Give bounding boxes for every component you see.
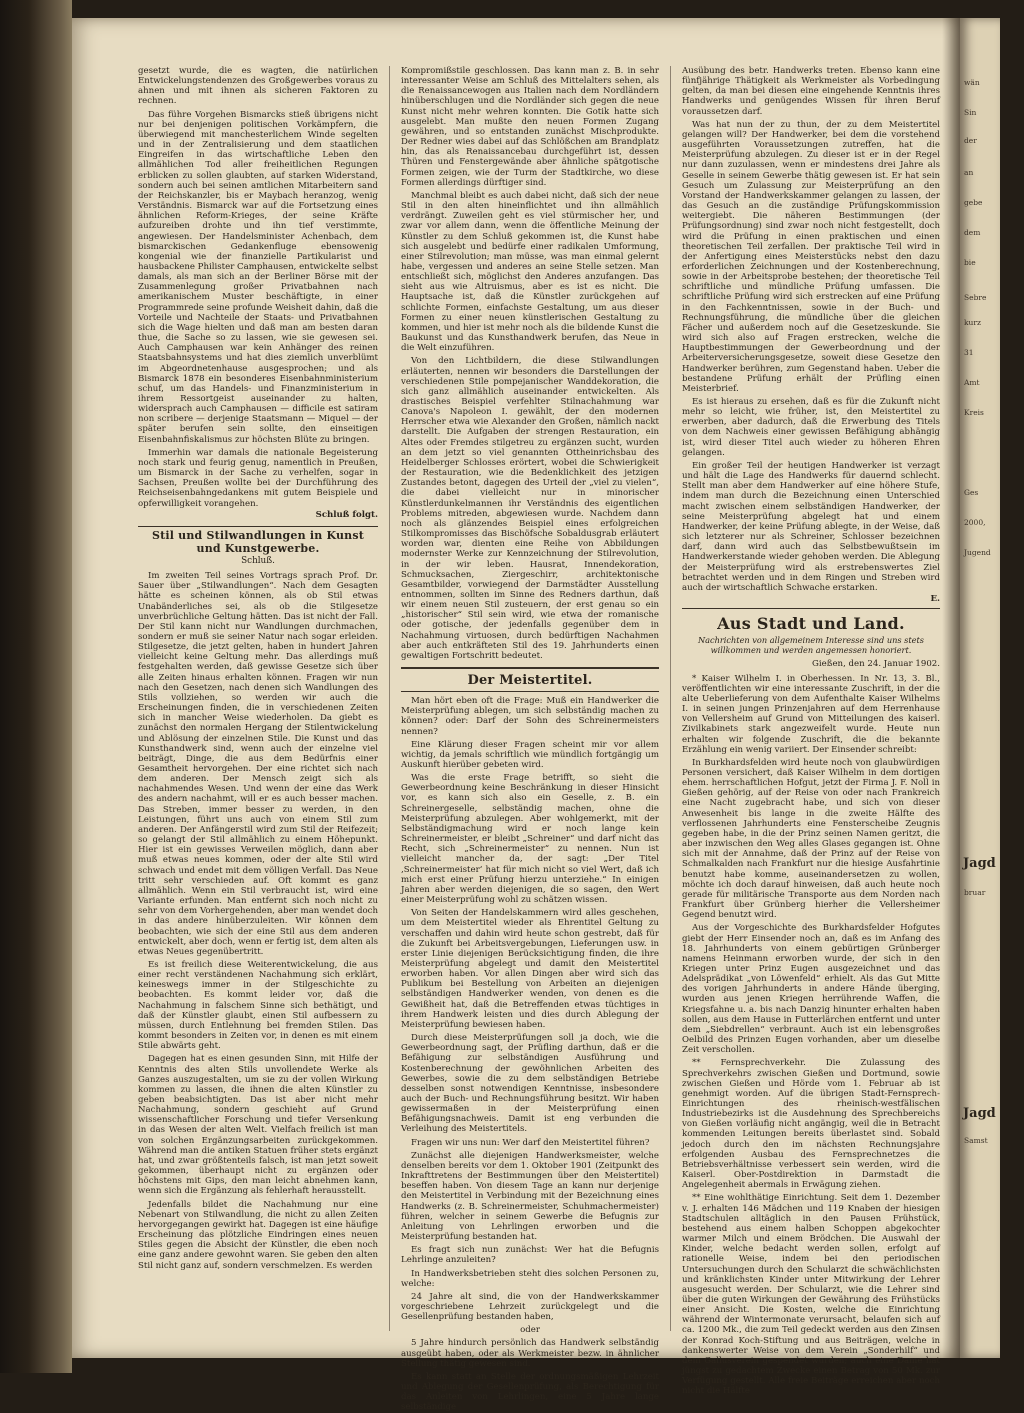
paragraph: In Burkhardsfelden wird heute noch von glaubwürdigen Personen versichert, daß Kaiser Wilhelm in dem dortigen ehem. herrschaftlichen Hofgut, jetzt der Firma J. F. Noll in Gießen gehörig, auf der Reise von oder nach Frankreich eine Nacht zugebracht habe, und sich von dieser Anwesenheit bis lange in die zweite Hälfte des verflossenen Jahrhunderts eine Fensterscheibe Zeugnis gegeben habe, in die der Prinz seinen Namen geritzt, die aber inzwischen den Weg alles Glases gegangen ist. Ohne sich mit der Annahme, daß der Prinz auf der Reise von Schmalkalden nach Frankfurt nur die hiesige Ausfahrtinie benutzt habe komme, auseinandersetzen zu wollen, möchte ich doch darauf hinweisen, daß auch heute noch gerade für militärische Transporte aus dem Norden nach Frankfurt über Grünberg hierher die Vellersheimer Gegend benutzt wird. (682, 757, 940, 921)
fragment: bie (964, 258, 976, 267)
column-2 (401, 66, 659, 1413)
fragment: Jugend (964, 548, 991, 557)
newspaper-page (72, 18, 960, 1413)
paragraph: Manchmal bleibt es auch dabei nicht, daß sich der neue Stil in den alten hineinflichtet und ihn allmählich verdrängt. Zuweilen geht es viel stürmischer her, und zwar vor allem dann, wenn die öffentliche Meinung der Künstler zu dem Schluß gekommen ist, die Kunst habe sich ausgelebt und bedürfe einer radikalen Umformung, einer Stilrevolution; man müsse, was man einmal gelernt habe, vergessen und anderes an seine Stelle setzen. Man entschließt sich, möglichst den Anderes anzufangen. Das sieht aus wie Altruismus, aber es ist es nicht. Die Hauptsache ist, daß die Künstler zurückgehen auf schlichte Formen, einfachste Gestaltung, um aus dieser Formen zu einer neuen künstlerischen Gestaltung zu kommen, und hier ist mehr noch als die bildende Kunst die Baukunst und das Kunsthandwerk berufen, das Neue in die Welt einzuführen. (401, 190, 659, 354)
paragraph: Man hört eben oft die Frage: Muß ein Handwerker die Meisterprüfung ablegen, um sich selbständig machen zu können? oder: Darf der Sohn des Schreinermeisters nennen? (401, 696, 659, 737)
continuation-note: Schluß folgt. (315, 509, 378, 520)
paragraph: Eine Klärung dieser Fragen scheint mir vor allem wichtig, da jemals schriftlich wie mündlich fortgängig um Auskunft hierüber gebeten wird. (401, 739, 659, 770)
fragment: Sebre (964, 293, 987, 302)
paragraph: Fragen wir uns nun: Wer darf den Meistertitel führen? (411, 1137, 650, 1148)
heading-box (401, 667, 659, 692)
paragraph: Ausübung des betr. Handwerks treten. Ebenso kann eine fünfjährige Thätigkeit als Werkmeister als Vorbedingung gelten, da man bei diesen eine eingehende Kenntnis ihres Handwerks und genügendes Wissen für ihren Beruf voraussetzen darf. (682, 66, 940, 117)
paragraph: oder (520, 1325, 540, 1336)
fragment: gebe (964, 198, 983, 207)
column-1 (138, 66, 378, 1336)
article-heading-meistertitel: Der Meistertitel. (467, 673, 593, 689)
article-subheading: Schluß. (241, 555, 275, 566)
paragraph: Durch diese Meisterprüfungen soll ja doch, wie die Gewerbeordnung sagt, der Prüfling darthun, daß er die Befähigung zur selbständigen Ausführung und Kostenberechnung der gewöhnlichen Arbeiten des Gewerbes, sowie die zu dem selbständigen Betriebe desselben sonst notwendigen Kenntnisse, insbesondere auch der Buch- und Rechnungsführung besitzt. Wir haben gewissermaßen in der Meisterprüfung einen Befähigungsnachweis. Damit ist eng verbunden die Verleihung des Meistertitels. (401, 1033, 659, 1135)
column-rule (670, 66, 671, 1331)
page-gutter-shadow (942, 18, 960, 1358)
fragment: Amt (964, 378, 980, 387)
paragraph: Was die erste Frage betrifft, so sieht die Gewerbeordnung keine Beschränkung in dieser Hinsicht vor, es kann sich also ein Geselle, z. B. ein Schreinergeselle, selbständig machen, ohne die Meisterprüfung abzulegen. Aber wohlgemerkt, mit der Selbständigmachung wird er noch lange kein Schreinermeister, er bleibt „Schreiner“ und darf nicht das Recht, sich „Schreinermeister“ zu nennen. Nun ist vielleicht mancher da, der sagt: „Der Titel ‚Schreinermeister‘ hat für mich nicht so viel Wert, daß ich mich erst einer Prüfung hierzu unterziehe.“ In einigen Jahren aber werden diejenigen, die so sagen, den Wert einer Meisterprüfung wohl zu schätzen wissen. (401, 773, 659, 906)
section-divider (138, 526, 378, 527)
paragraph: Es fragt sich nun zunächst: Wer hat die Befugnis Lehrlinge anzuleiten? (401, 1245, 659, 1266)
paragraph: Es kann statt an Stelle der ordnungsmäßigen Lehrzeit und Ablegung der Gesellenprüfung, als Berechtigung für das Anleiten von Lehrlingen, eine 5 Jahre lange selbständige (401, 1371, 659, 1413)
fragment: wän (964, 78, 980, 87)
fragment: dem (964, 228, 981, 237)
paragraph: * Kaiser Wilhelm I. in Oberhessen. In Nr. 13, 3. Bl., veröffentlichten wir eine interessante Zuschrift, in der die alte Ueberlieferung von dem Aufenthalte Kaiser Wilhelms I. in seinen jungen Prinzenjahren auf dem Herrenhause von Vellersheim auf Grund von Mitteilungen des kaiserl. Zivilkabinets stark angezweifelt wurde. Heute nun erhalten wir folgende Zuschrift, die die bekannte Erzählung ein wenig variiert. Der Einsender schreibt: (682, 673, 940, 755)
fragment: bruar (964, 888, 986, 897)
fragment: an (964, 168, 974, 177)
paragraph: Was hat nun der zu thun, der zu dem Meistertitel gelangen will? Der Handwerker, bei dem die vorstehend ausgeführten Voraussetzungen zutreffen, hat die Meisterprüfung abzulegen. Zu dieser ist er in der Regel nur dann zuzulassen, wenn er mindestens drei Jahre als Geselle in seinem Gewerbe thätig gewesen ist. Er hat sein Gesuch um Zulassung zur Meisterprüfung an den Vorstand der Handwerkskammer gelangen zu lassen, der das Gesuch an die zuständige Prüfungskommission weitergiebt. Die näheren Bestimmungen (der Prüfungsordnung) sind zwar noch nicht festgestellt, doch wird die Prüfung in einen praktischen und einen theoretischen Teil zerfallen. Der praktische Teil wird in der Anfertigung eines Meisterstücks nebst den dazu erforderlichen Zeichnungen und der Kostenberechnung, sowie in der Arbeitsprobe bestehen; der theoretische Teil schriftliche und mündliche Prüfung umfassen. Die schriftliche Prüfung wird sich erstrecken auf eine Prüfung in den Fachkenntnissen, sowie in der Buch- und Rechnungsführung, die mündliche über die gleichen Fächer und außerdem noch auf die Gesetzeskunde. Sie wird sich also auf Fragen erstrecken, welche die Hauptbestimmungen der Gewerbeordnung und der Arbeiterversicherungsgesetze, soweit diese Gesetze den Handwerker berühren, zum Gegenstand haben. Ueber die bestandene Prüfung erhält der Prüfling einen Meisterbrief. (682, 119, 940, 394)
paragraph: Aus der Vorgeschichte des Burkhardsfelder Hofgutes giebt der Herr Einsender noch an, daß es im Anfang des 18. Jahrhunderts von einem gebürtigen Grünberger namens Heinmann erworben wurde, der sich in den Kriegen unter Prinz Eugen ausgezeichnet und das Adelsprädikat „von Löwenfeld“ erhielt. Als das Gut Mitte des vorigen Jahrhunderts in andere Hände überging, wurden aus jenen Kriegen herrührende Waffen, die Kriegsfahne u. a. bis nach Danzig hinunter erhalten haben sollen, aus dem Hause in Futterlärchen entfernt und unter dem „Siebdrellen“ verbraunt. Auch ist ein lebensgroßes Oelbild des Prinzen Eugen vorhanden, aber um dieselbe Zeit verschollen. (682, 923, 940, 1056)
section-divider (682, 608, 940, 609)
paragraph: Im zweiten Teil seines Vortrags sprach Prof. Dr. Sauer über „Stilwandlungen“. Nach dem Gesagten hätte es scheinen können, als ob Stil etwas Unabänderliches sei, als ob die Stilgesetze unverbrüchliche Geltung hätten. Das ist nicht der Fall. Der Stil kann nicht nur Wandlungen durchmachen, sondern er muß sie seiner Natur nach sogar erleiden. Stilgesetze, die jetzt gelten, haben in hundert Jahren vielleicht keine Geltung mehr. Das allerdings muß festgehalten werden, daß gewisse Gesetze sich über alle Zeiten hinaus erhalten können. Fragen wir nun nach den Gesetzen, nach denen sich Wandlungen des Stils vollziehen, so werden wir auch die Erscheinungen finden, die in verschiedenen Zeiten sich in mancher Weise wiederholen. Da giebt es zunächst den normalen Hergang der Stilentwickelung und Ablösung der einzelnen Stile. Die Kunst und das Kunsthandwerk sind, wenn auch der einzelne viel beiträgt, Dinge, die aus dem Bedürfnis einer Gesamtheit hervorgehen. Der eine richtet sich nach dem anderen. Der Mensch zeigt sich als nachahmendes Wesen. Und wenn der eine das Werk des andern nachahmt, will er es auch besser machen. Das Streben, immer besser zu werden, in den Leistungen, führt uns auch von einem Stil zum anderen. Der Anfängerstil wird zum Stil der Reifezeit; so gelangt der Stil allmählich zu einem Höhepunkt. Hier ist ein gewisses Verweilen möglich, dann aber muß etwas neues kommen, oder der alte Stil wird schwach und endet mit dem völligen Verfall. Das Neue tritt sehr verschieden auf. Oft kommt es ganz allmählich. Wenn ein Stil verbraucht ist, wird eine Variante erfunden. Man entfernt sich noch nicht zu sehr von dem Vorhergehenden, aber man wendet doch in das andere hinüberzuleiten. Wir können dem beobachten, wie sich der eine Stil aus dem anderen entwickelt, aber doch, wenn er fertig ist, dem alten als etwas Neues gegenübertritt. (138, 571, 378, 957)
dateline: Gießen, den 24. Januar 1902. (812, 659, 940, 670)
section-note: Nachrichten von allgemeinem Interesse sind uns stets willkommen und werden angemessen honoriert. (697, 635, 925, 656)
paragraph: Immerhin war damals die nationale Begeisterung noch stark und feurig genug, namentlich in Preußen, um Bismarck in der Sache zu verhelfen, sogar in Sachsen, Preußen wollte bei der Durchführung des Reichseisenbahngedankens mit gutem Beispiele und opferwilligkeit vorangehen. (138, 447, 378, 509)
fragment: 31 (964, 348, 974, 357)
column-3 (682, 66, 940, 1397)
fragment: Sin (964, 108, 977, 117)
fragment: der (964, 136, 977, 145)
fragment: Kreis (964, 408, 984, 417)
paragraph: ** Eine wohlthätige Einrichtung. Seit dem 1. Dezember v. J. erhalten 146 Mädchen und 119 Knaben der hiesigen Stadtschulen alltäglich in den Pausen Frühstück, bestehend aus einem halben Schoppen abgekochter warmer Milch und einem Brödchen. Die Auswahl der Kinder, welche bedacht werden sollen, erfolgt auf rationelle Weise, indem bei den periodischen Untersuchungen durch den Schularzt die schwächlichsten und kränklichsten Kinder unter Mitwirkung der Lehrer ausgesucht werden. Der Schularzt, wie die Lehrer sind über die guten Wirkungen der Gewährung des Frühstücks einer Ansicht. Die Kosten, welche die Einrichtung während der Wintermonate verursacht, belaufen sich auf ca. 1200 Mk., die zum Teil gedeckt werden aus den Zinsen der Konrad Koch-Stiftung und aus Beiträgen, welche in dankenswerter Weise von dem Verein „Sonderhilf“ und dem Gallusverein gespendet wurden; auch eine Dame hat jüngst zu gedachtem Zwecke einen Betrag von 50 Mk. zur Verfügung gestellt. Alle freie Beiträge erreichen aber noch nicht die Hälfte (682, 1193, 940, 1397)
paragraph: ** Fernsprechverkehr. Die Zulassung des Sprechverkehrs zwischen Gießen und Dortmund, sowie zwischen Gießen und Hörde vom 1. Februar ab ist genehmigt worden. Auf die übrigen Stadt-Fernsprech-Einrichtungen des rheinisch-westfälischen Industriebezirks ist die Ausdehnung des Sprechbereichs von Gießen vorläufig nicht angängig, weil die in Betracht kommenden Leitungen bereits überlastet sind. Sobald jedoch durch den im nächsten Rechnungsjahre erfolgenden Ausbau des Fernsprechnetzes die Betriebsverhältnisse verbessert sein werden, wird die Kaiserl. Ober-Postdirektion in Darmstadt die Angelegenheit abermals in Erwägung ziehen. (682, 1058, 940, 1191)
paragraph: Kompromißstile geschlossen. Das kann man z. B. in sehr interessanter Weise am Schluß des Mittelalters sehen, als die Renaissancewogen aus Italien nach dem Nordländern hinüberschlugen und die Nordländer sich gegen die neue Kunst nicht mehr wehren konnten. Die Gotik hatte sich ausgelebt. Man mußte den neuen Formen Zugang gewähren, und so entstanden zunächst Mischprodukte. Der Redner wies dabei auf das Schlößchen am Brandplatz hin, das als Renaissancebau durchgeführt ist, dessen Thüren und Fenstergewände aber ähnliche spätgotische Formen zeigen, wie der Turm der Stadtkirche, wo diese Formen allerdings dürftiger sind. (401, 66, 659, 188)
fragment-heading: Jagd (963, 1106, 996, 1121)
paragraph: Zunächst alle diejenigen Handwerksmeister, welche denselben bereits vor dem 1. Oktober 1901 (Zeitpunkt des Inkrafttretens der Bestimmungen über den Meistertitel) beseffen haben. Von diesem Tage an kann nur derjenige den Meistertitel in Verbindung mit der Bezeichnung eines Handwerks (z. B. Schreinermeister, Schuhmachermeister) führen, welcher in seinem Gewerbe die Befugnis zur Anleitung von Lehrlingen erworben und die Meisterprüfung bestanden hat. (401, 1150, 659, 1243)
paragraph: gesetzt wurde, die es wagten, die natürlichen Entwickelungstendenzen des Großgewerbes voraus zu ahnen und mit ihnen als sicheren Faktoren zu rechnen. (138, 66, 378, 107)
column-rule (389, 66, 390, 1331)
article-heading-stil: Stil und Stilwandlungen in Kunst und Kunstgewerbe. (151, 528, 365, 555)
paragraph: Dagegen hat es einen gesunden Sinn, mit Hilfe der Kenntnis des alten Stils unvollendete Werke als Ganzes auszugestalten, um sie zu der vollen Wirkung kommen zu lassen, die ihnen die alten Künstler zu geben beabsichtigten. Das ist aber nicht mehr Nachahmung, sondern geschieht auf Grund wissenschaftlicher Forschung und tiefer Versenkung in das Wesen der alten Welt. Vielfach freilich ist man von solchen Ergänzungsarbeiten zurückgekommen. Während man die antiken Statuen früher stets ergänzt hat, und zwar größtenteils falsch, ist man jetzt soweit gekommen, überhaupt nicht zu ergänzen oder höchstens mit Gips, den man leicht abnehmen kann, wenn sich die Ergänzung als fehlerhaft herausstellt. (138, 1054, 378, 1197)
fragment: 2000, (964, 518, 986, 527)
scan-left-edge (0, 0, 72, 1373)
fragment: Samst (964, 1136, 988, 1145)
paragraph: Es ist freilich diese Weiterentwickelung, die aus einer recht verständenen Nachahmung sich erklärt, keineswegs immer in der Stilgeschichte zu beobachten. Es kommt leider vor, daß die Nachahmung in falschem Sinne sich bethätigt, und daß der Künstler glaubt, einen Stil aufbessern zu müssen, durch Entlehnung bei fremden Stilen. Das kommt besonders in Zeiten vor, in denen es mit einem Stile abwärts geht. (138, 959, 378, 1052)
fragment: kurz (964, 318, 981, 327)
paragraph: In Handwerksbetrieben steht dies solchen Personen zu, welche: (401, 1268, 659, 1289)
paragraph: Von Seiten der Handelskammern wird alles geschehen, um dem Meistertitel wieder als Ehrentitel Geltung zu verschaffen und dahin wird heute schon gestrebt, daß für die Zukunft bei Arbeitsvergebungen, Lieferungen usw. in erster Linie diejenigen Berücksichtigung finden, die ihre Meisterprüfung abgelegt und damit den Meistertitel erworben haben. Vor allen Dingen aber wird sich das Publikum bei Bestellung von Arbeiten an diejenigen selbständigen Handwerker wenden, von denen es die Gewißheit hat, daß die Betreffenden etwas tüchtiges in ihrem Handwerk leisten und dies durch Ablegung der Meisterprüfung bewiesen haben. (401, 908, 659, 1030)
section-heading-stadt-land: Aus Stadt und Land. (717, 614, 905, 634)
author-signature: E. (930, 593, 940, 604)
paragraph: Von den Lichtbildern, die diese Stilwandlungen erläuterten, nennen wir besonders die Darstellungen der verschiedenen Stile pompejanischer Wanddekoration, die sich ganz allmählich auseinander entwickelten. Als drastisches Beispiel verfehlter Stilnachahmung war Canova's Napoleon I. gewählt, der den modernen Herrscher etwa wie Alexander den Großen, nämlich nackt darstellt. Die Aufgaben der strengen Restauration, ein Altes oder Fremdes stilgetreu zu ergänzen sucht, wurden an dem jetzt so viel genannten Ottheinrichsbau des Heidelberger Schlosses erörtert, wobei die Schwierigkeit der Restauration, wie die Bedenklichkeit des jetzigen Zustandes betont, dagegen des Urteil der „viel zu vielen“, die dabei vielleicht nur in minorischer Künstlerdunkelmannen ihr Verständnis des eigentlichen Problems mitreden, abgewiesen wurde. Nachdem dann noch als glänzendes Beispiel eines erfolgreichen Stilkompromisses das Bischöfsche Sobaldusgrab erläutert worden war, dienten eine Reihe von Abbildungen modernster Werke zur Kennzeichnung der Stilrevolution, in der wir leben. Hausrat, Innendekoration, Schmucksachen, Ziergeschirr, architektonische Gesamtbilder, vorwiegend der Darmstädter Ausstellung entnommen, sollten im Sinne des Redners darthun, daß wir einem neuen Stil zusteuern, der erst genau so ein „historischer“ Stil sein wird, wie etwa der romanische oder gotische, der jedenfalls gegenüber dem in Nachahmung virtuosen, durch bedürftigen Nachahmen aber auch entkräfteten Stil des 19. Jahrhunderts einen gewaltigen Fortschritt bedeutet. (401, 356, 659, 661)
paragraph: 24 Jahre alt sind, die von der Handwerkskammer vorgeschriebene Lehrzeit zurückgelegt und die Gesellenprüfung bestanden haben, (401, 1291, 659, 1323)
paragraph: 5 Jahre hindurch persönlich das Handwerk selbständig ausgeübt haben, oder als Werkmeister bezw. in ähnlicher Stellung thätig gewesen sind. (401, 1338, 659, 1369)
paragraph: Jedenfalls bildet die Nachahmung nur eine Nebenart von Stilwandlung, die nicht zu allen Zeiten hervorgegangen gewirkt hat. Dagegen ist eine häufige Erscheinung das plötzliche Eindringen eines neuen Stiles gegen die Absicht der Künstler, die eben noch eine ganz andere gewohnt waren. Sie geben den alten Stil nicht ganz auf, sondern verschmelzen. Es werden (138, 1199, 378, 1271)
paragraph: Ein großer Teil der heutigen Handwerker ist verzagt und hält die Lage des Handwerks für dauernd schlecht. Stellt man aber dem Handwerker auf eine höhere Stufe, indem man durch die Bezeichnung einen Unterschied macht zwischen einem selbständigen Handwerker, der seine Meisterprüfung abgelegt hat und einem Handwerker, der keine Prüfung ablegte, in der Weise, daß sich letzterer nur als Schreiner, Schlosser bezeichnen darf, dann wird auch das Selbstbewußtsein im Handwerkerstande wieder gehoben werden. Die Ablegung der Meisterprüfung wird als erstrebenswertes Ziel betrachtet werden und in dem Ringen und Streben wird auch der wirtschaftlich Schwache erstarken. (682, 460, 940, 593)
adjacent-page-edge (960, 18, 1000, 1358)
paragraph: Es ist hieraus zu ersehen, daß es für die Zukunft nicht mehr so leicht, wie früher, ist, den Meistertitel zu erwerben, aber dadurch, daß die Erwerbung des Titels von dem Nachweis einer gewissen Befähigung abhängig ist, wird dieser Titel auch wieder zu höheren Ehren gelangen. (682, 397, 940, 458)
fragment: Ges (964, 488, 979, 497)
paragraph: Das führe Vorgehen Bismarcks stieß übrigens nicht nur bei denjenigen politischen Vorkämpfern, die überwiegend mit manchesterlichem Winde segelten und in der Zentralisierung und dem staatlichen Eingreifen in das wirtschaftliche Leben den allmählichen Tod aller freiheitlichen Regungen erblicken zu sollen glaubten, auf starken Widerstand, sondern auch bei seinen amtlichen Mitarbeitern sand der Reichskanzler, bis er Maybach heranzog, wenig Verständnis. Bismarck war auf die Fortsetzung eines ähnlichen Reform-Krieges, der seine Kräfte aufzureiben drohte und ihn tief verstimmte, angewiesen. Der Handelsminister Achenbach, dem bismarckischen Gedankenfluge ebensowenig kongenial wie der finanzielle Partikularist und hausbackene Philister Camphausen, entwickelte selbst damals, als man sich an der Berliner Börse mit der Zusammenlegung großer Privatbahnen nach amerikanischem Muster beschäftigte, in einer Programmrede seine profunde Weisheit dahin, daß die Vorteile und Nachteile der Staats- und Privatbahnen sich die Wage hielten und daß man am besten daran thue, die Sache so zu lassen, wie sie gewesen sei. Auch Camphausen war kein Anhänger des reinen Staatsbahnsystems und hat dies ziemlich unverblümt im Abgeordnetenhause ausgesprochen; und als Bismarck 1878 ein besonderes Eisenbahnministerium schuf, um das Handels- und Finanzministerium in ihrem Ressortgeist auseinander zu halten, widersprach auch Camphausen — difficile est satiram non scribere — derjenige Staatsmann — Miquel — der später berufen sein sollte, den einseitigen Eisenbahnfiskalismus zur höchsten Blüte zu bringen. (138, 109, 378, 445)
fragment-heading: Jagd (963, 856, 996, 871)
